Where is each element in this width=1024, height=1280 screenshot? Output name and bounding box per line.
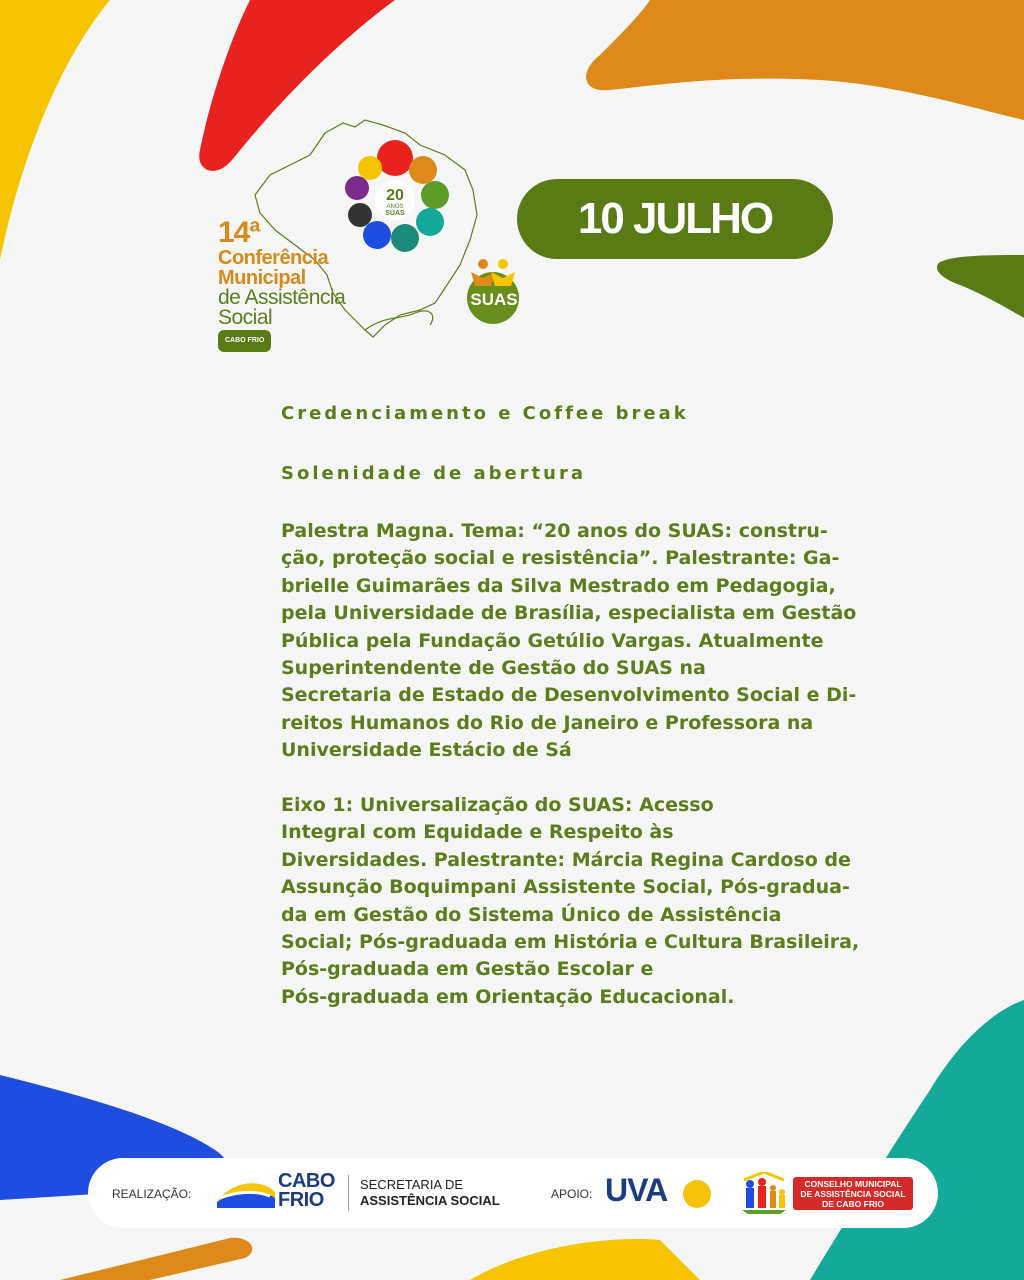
- uva-logo: UVA: [605, 1172, 668, 1208]
- uva-dot-icon: [683, 1180, 711, 1208]
- orange-swoosh: [586, 0, 1024, 120]
- schedule-line: Integral com Equidade e Respeito às: [281, 821, 674, 844]
- teal-swoosh: [810, 1000, 1024, 1280]
- suas-logo-text: SUAS: [470, 290, 518, 309]
- yellow-bottom-swoosh: [470, 1239, 700, 1280]
- secretaria-line-2: ASSISTÊNCIA SOCIAL: [360, 1193, 500, 1208]
- schedule-line: Palestra Magna. Tema: “20 anos do SUAS: constru-: [281, 520, 828, 542]
- realizacao-label: REALIZAÇÃO:: [112, 1187, 192, 1201]
- conference-line-3: de Assistência: [218, 286, 346, 309]
- schedule-line: Superintendente de Gestão do SUAS na: [281, 657, 706, 680]
- cabo-frio-line-1: CABO: [278, 1170, 335, 1192]
- schedule-line: Pós-graduada em Gestão Escolar e: [281, 958, 654, 981]
- date-badge: 10 JULHO: [517, 179, 833, 259]
- schedule-line: Secretaria de Estado de Desenvolvimento Social e Di-: [281, 684, 857, 707]
- yellow-swoosh: [0, 0, 110, 260]
- schedule-line: Credenciamento e Coffee break: [281, 403, 689, 424]
- conference-line-4: Social: [218, 306, 273, 329]
- schedule-line: Solenidade de abertura: [281, 463, 587, 484]
- secretaria-line-1: SECRETARIA DE: [360, 1177, 464, 1192]
- schedule-line: ção, proteção social e resistência”. Palestrante: Ga-: [281, 547, 840, 570]
- apoio-label: APOIO:: [551, 1187, 593, 1201]
- cabo-frio-wordmark: [278, 1172, 335, 1210]
- schedule-line: reitos Humanos do Rio de Janeiro e Professora na: [281, 711, 814, 734]
- conselho-line-3: DE CABO FRIO: [822, 1199, 884, 1209]
- conselho-line-1: CONSELHO MUNICIPAL: [804, 1179, 902, 1189]
- schedule-description: [281, 792, 901, 1011]
- schedule-line: pela Universidade de Brasília, especialista em Gestão: [281, 602, 857, 625]
- conference-line-2: Municipal: [218, 267, 306, 289]
- orange-bottom-swoosh: [60, 1238, 252, 1280]
- family-icon: [740, 1172, 788, 1214]
- schedule-line: Universidade Estácio de Sá: [281, 739, 572, 762]
- schedule-line: brielle Guimarães da Silva Mestrado em Pedagogia,: [281, 574, 836, 597]
- schedule-line: Eixo 1: Universalização do SUAS: Acesso: [281, 794, 714, 816]
- conference-line-1: Conferência: [218, 247, 329, 269]
- city-badge: CABO FRIO: [218, 330, 271, 352]
- conselho-line-2: DE ASSISTÊNCIA SOCIAL: [800, 1189, 906, 1199]
- conference-number: 14ª: [218, 216, 260, 249]
- schedule-line: Pós-graduada em Orientação Educacional.: [281, 985, 735, 1008]
- schedule-line: Social; Pós-graduada em História e Cultura Brasileira,: [281, 931, 860, 954]
- conselho-municipal-badge: [793, 1177, 913, 1210]
- schedule-line: da em Gestão do Sistema Único de Assistência: [281, 903, 782, 926]
- schedule-line: Assunção Boquimpani Assistente Social, Pós-gradua-: [281, 876, 850, 899]
- suas-logo-icon: [457, 254, 529, 324]
- green-swoosh: [937, 255, 1024, 318]
- schedule-line: Pública pela Fundação Getúlio Vargas. Atualmente: [281, 629, 824, 652]
- footer-divider: [348, 1175, 349, 1211]
- secretaria-label: [360, 1177, 500, 1209]
- schedule-description: [281, 460, 901, 487]
- schedule-description: [281, 518, 901, 765]
- anniversary-suas: SUAS: [385, 210, 405, 217]
- anniversary-anos: ANOS: [386, 204, 404, 210]
- schedule-line: Diversidades. Palestrante: Márcia Regina Cardoso de: [281, 848, 851, 871]
- cabo-frio-line-2: FRIO: [278, 1189, 324, 1211]
- anniversary-number: 20: [386, 187, 404, 204]
- conference-title: [218, 218, 345, 352]
- schedule-description: [281, 400, 901, 427]
